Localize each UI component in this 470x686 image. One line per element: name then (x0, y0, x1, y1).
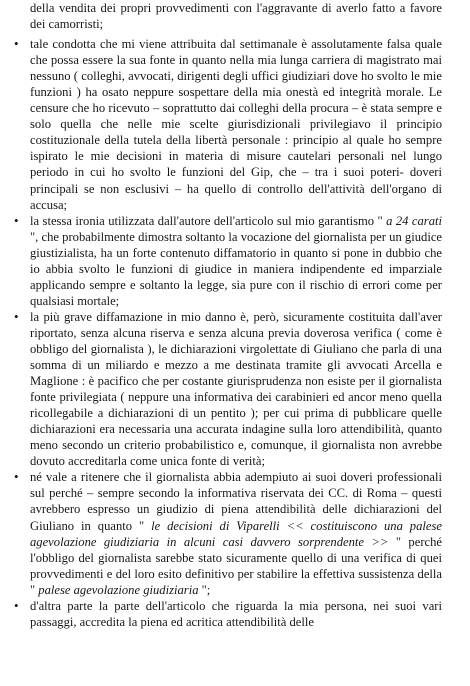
continuation-paragraph: della vendita dei propri provvedimenti con l'aggravante di averlo fatto a favore dei camorristi; (30, 1, 442, 32)
bullet-marker-icon: • (14, 36, 19, 52)
bullet-text: la stessa ironia utilizzata dall'autore dell'articolo sul mio garantismo " (30, 213, 387, 228)
bullet-item (14, 308, 442, 469)
bullet-list (0, 32, 470, 630)
bullet-item (14, 597, 442, 630)
bullet-marker-icon: • (14, 308, 19, 324)
bullet-text: né vale a ritenere che il giornalista abbia adempiuto ai suoi doveri professionali sul perché – sempre secondo la informativa riservata dei CC. di Roma – questi avrebbero espresso un giudizio di piena attendibilità delle dichiarazioni del Giuliano in quanto " (30, 470, 442, 533)
bullet-text: d'altra parte la parte dell'articolo che riguarda la mia persona, nei suoi vari passaggi, accredita la piena ed acritica attendibilità delle (30, 598, 442, 629)
bullet-marker-icon: • (14, 212, 19, 228)
bullet-item (14, 36, 442, 213)
bullet-text-italic: palese agevolazione giudiziaria (38, 582, 199, 597)
bullet-text: la più grave diffamazione in mio danno è, però, sicuramente costituita dall'aver riportato, senza alcuna riserva e senza alcuna previa doverosa verifica ( come è obbligo del giornalista ), le dichiarazioni virgolettate di Giuliano che parla di una somma di un miliardo e mezzo a me destinata tramite gli avvocati Arcella e Maglione : è pacifico che per costante giurisprudenza non esiste per il giornalista fonte privilegiata ( neppure una informativa dei carabinieri ed ancor meno quella ricollegabile a dichiarazioni di un pentito ); per cui prima di pubblicare quelle dichiarazioni era necessaria una accurata indagine sulla loro attendibilità, quanto meno secondo un criterio probabilistico e, comunque, il giornalista non avrebbe dovuto accreditarla come unica fonte di verità; (30, 309, 442, 469)
bullet-item (14, 469, 442, 597)
bullet-marker-icon: • (14, 597, 19, 613)
bullet-item (14, 212, 442, 309)
bullet-text-italic: le decisioni di Viparelli << costituiscono una palese agevolazione giudiziaria in alcuni casi davvero sorprendente >> (30, 518, 442, 549)
bullet-text: "; (198, 582, 211, 597)
bullet-text: " perché l'obbligo del giornalista sarebbe stato sicuramente quello di una verifica di quei provvedimenti e del loro esito definitivo per stabilire la effettiva sussistenza della " (30, 534, 442, 597)
bullet-marker-icon: • (14, 469, 19, 485)
bullet-text-italic: a 24 carati (386, 213, 442, 228)
bullet-text: ", che probabilmente dimostra soltanto la vocazione del giornalista per un giudice giustizialista, ha un forte contenuto diffamatorio in quanto si pone in dubbio che io abbia svolto le funzioni di giudice in maniera indipendente ed imparziale applicando sempre e soltanto la legge, sia pure con il rischio di errori come per qualsiasi mortale; (30, 229, 442, 308)
bullet-text: tale condotta che mi viene attribuita dal settimanale è assolutamente falsa quale che possa essere la sua fonte in quanto nella mia lunga carriera di magistrato mai nessuno ( colleghi, avvocati, dirigenti degli uffici giudiziari dove ho svolto le mie funzioni ) ha osato neppure sospettare della mia onestà ed integrità morale. Le censure che ho ricevuto – soprattutto dai colleghi della procura – è stata sempre e solo quella che nelle mie scelte giurisdizionali privilegiavo il principio costituzionale della tutela della libertà personale : principio al quale ho sempre ispirato le mie decisioni in materia di misure cautelari personali nel lungo periodo in cui ho svolto le funzioni del Gip, che – tra i suoi poteri- doveri principali se non esclusivi – ha quello di controllo dell'attività dell'organo di accusa; (30, 37, 442, 212)
